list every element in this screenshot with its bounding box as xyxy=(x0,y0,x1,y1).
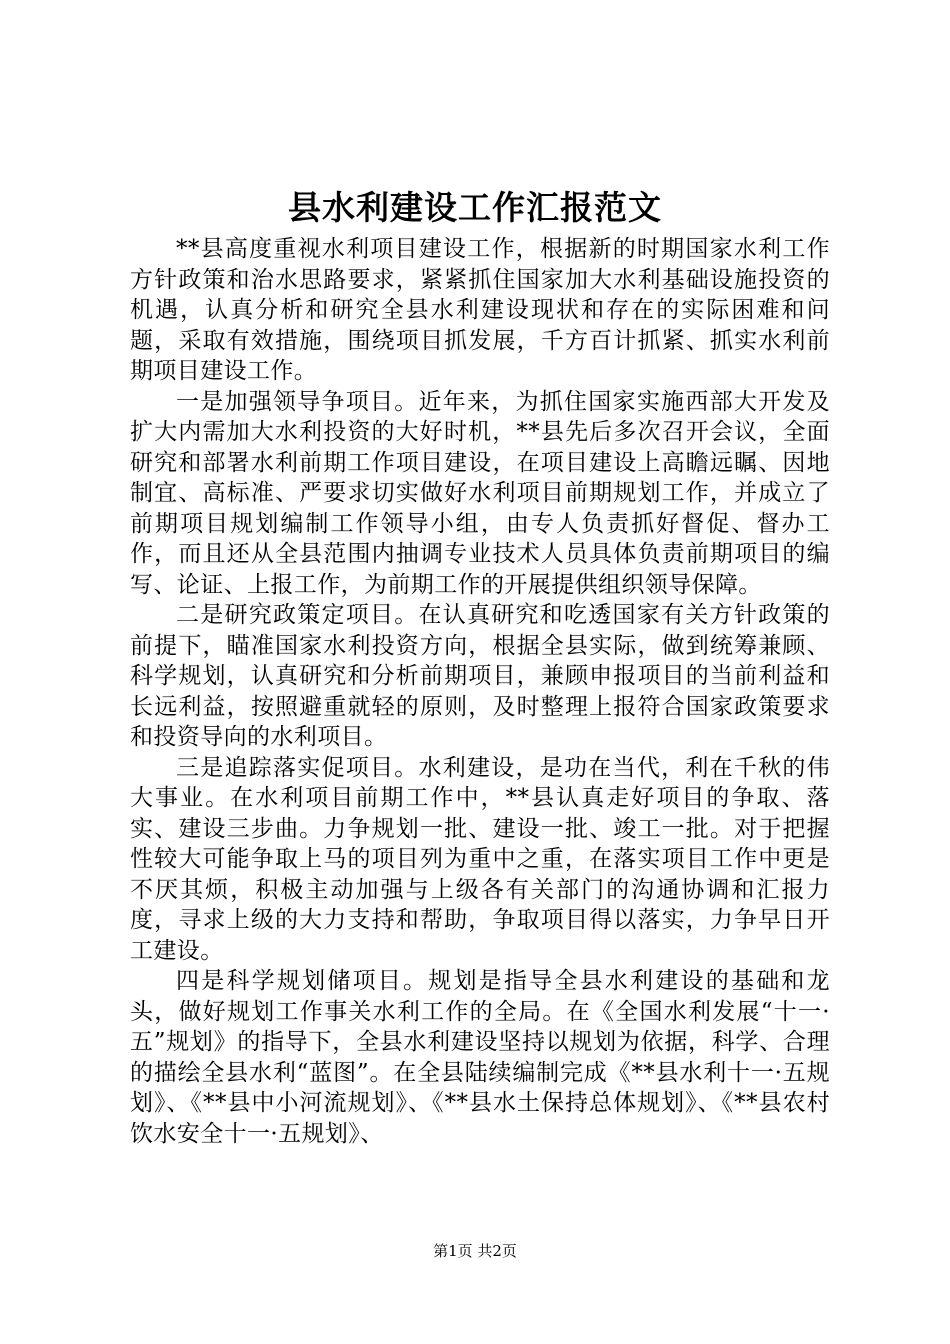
document-body xyxy=(130,234,830,1149)
paragraph-planning: 四是科学规划储项目。规划是指导全县水利建设的基础和龙头，做好规划工作事关水利工作的全局。在《全国水利发展“十一·五”规划》的指导下，全县水利建设坚持以规划为依据，科学、合理的描绘全县水利“蓝图”。在全县陆续编制完成《**县水利十一·五规划》、《**县中小河流规划》、《**县水土保持总体规划》、《**县农村饮水安全十一·五规划》、 xyxy=(130,968,830,1147)
paragraph-leadership: 一是加强领导争项目。近年来，为抓住国家实施西部大开发及扩大内需加大水利投资的大好时机，**县先后多次召开会议，全面研究和部署水利前期工作项目建设，在项目建设上高瞻远瞩、因地制宜、高标准、严要求切实做好水利项目前期规划工作，并成立了前期项目规划编制工作领导小组，由专人负责抓好督促、督办工作，而且还从全县范围内抽调专业技术人员具体负责前期项目的编写、论证、上报工作，为前期工作的开展提供组织领导保障。 xyxy=(130,388,830,598)
paragraph-tracking: 三是追踪落实促项目。水利建设，是功在当代，利在千秋的伟大事业。在水利项目前期工作中，**县认真走好项目的争取、落实、建设三步曲。力争规划一批、建设一批、竣工一批。对于把握性较大可能争取上马的项目列为重中之重，在落实项目工作中更是不厌其烦，积极主动加强与上级各有关部门的沟通协调和汇报力度，寻求上级的大力支持和帮助，争取项目得以落实，力争早日开工建设。 xyxy=(130,754,830,964)
page-number-footer: 第1页 共2页 xyxy=(433,1242,517,1260)
document-title: 县水利建设工作汇报范文 xyxy=(288,188,662,227)
paragraph-intro: **县高度重视水利项目建设工作，根据新的时期国家水利工作方针政策和治水思路要求，紧紧抓住国家加大水利基础设施投资的机遇，认真分析和研究全县水利建设现状和存在的实际困难和问题，采取有效措施，围绕项目抓发展，千方百计抓紧、抓实水利前期项目建设工作。 xyxy=(130,236,830,384)
paragraph-policy: 二是研究政策定项目。在认真研究和吃透国家有关方针政策的前提下，瞄准国家水利投资方向，根据全县实际，做到统筹兼顾、科学规划，认真研究和分析前期项目，兼顾申报项目的当前利益和长远利益，按照避重就轻的原则，及时整理上报符合国家政策要求和投资导向的水利项目。 xyxy=(130,602,830,750)
